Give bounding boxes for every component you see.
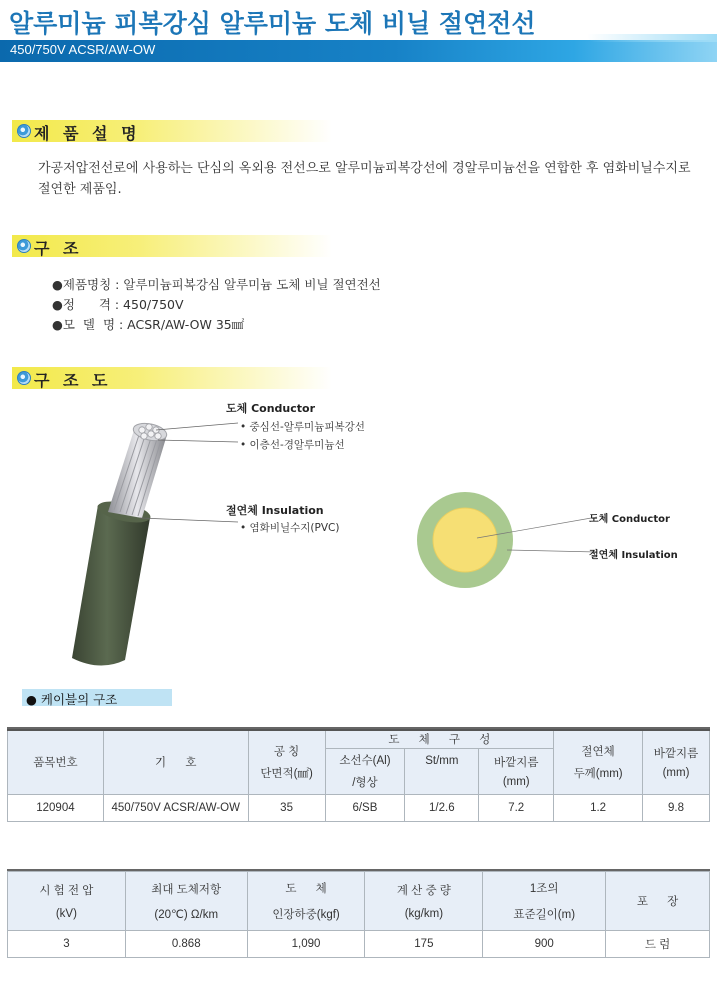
circle-bullet-icon bbox=[17, 371, 31, 385]
leader-line bbox=[156, 423, 238, 430]
header-line: 시 험 전 압 bbox=[39, 885, 94, 897]
cable-structure-label: ● 케이블의 구조 bbox=[26, 692, 118, 707]
cell-insulation: 1.2 bbox=[554, 794, 643, 821]
cell-test-voltage: 3 bbox=[8, 931, 126, 958]
conductor-strands bbox=[108, 430, 166, 518]
cell-item-no: 120904 bbox=[8, 794, 104, 821]
leader-line bbox=[140, 518, 238, 522]
header-line: 표준길이(m) bbox=[513, 909, 576, 921]
header-line: 공 칭 bbox=[273, 746, 300, 759]
header-item-no: 품목번호 bbox=[8, 730, 104, 794]
conductor-core bbox=[433, 508, 497, 572]
circle-bullet-icon bbox=[17, 124, 31, 138]
header-line: 바깥지름 bbox=[494, 757, 539, 769]
conductor-item: • 이층선-경알루미늄선 bbox=[240, 439, 345, 451]
header-line: 최대 도체저항 bbox=[151, 884, 222, 896]
header-line: (20℃) Ω/km bbox=[154, 909, 219, 921]
header-conductor: 도 체 구 성 bbox=[325, 730, 554, 748]
insulation-title: 절연체 Insulation bbox=[226, 504, 324, 517]
header-line: 계 산 중 량 bbox=[396, 885, 451, 897]
table-row bbox=[8, 931, 710, 958]
cell-standard-length: 900 bbox=[483, 931, 606, 958]
cross-conductor-label: 도체 Conductor bbox=[589, 514, 670, 525]
cell-nominal-area: 35 bbox=[248, 794, 325, 821]
spec-product-name: ●제품명칭 : 알루미늄피복강심 알루미늄 도체 비닐 절연전선 bbox=[52, 277, 381, 292]
cell-outer-diameter: 9.8 bbox=[643, 794, 710, 821]
header-packing: 포 장 bbox=[606, 872, 710, 931]
cell-max-resistance: 0.868 bbox=[125, 931, 247, 958]
conductor-title: 도체 Conductor bbox=[226, 402, 316, 415]
cell-weight: 175 bbox=[365, 931, 483, 958]
cell-wires: 6/SB bbox=[325, 794, 405, 821]
table-row bbox=[8, 794, 710, 821]
section-heading-label: 구 조 bbox=[34, 239, 83, 258]
header-line: 절연체 bbox=[581, 746, 615, 759]
conductor-item: • 중심선-알루미늄피복강선 bbox=[240, 421, 365, 433]
cable-spec-table bbox=[7, 729, 710, 822]
spec-model-name: ●모 델 명 : ACSR/AW-OW 35㎟ bbox=[52, 317, 245, 332]
header-wires bbox=[325, 748, 405, 794]
header-line: 소선수(Al) bbox=[339, 755, 391, 767]
table-header-row bbox=[8, 872, 710, 931]
spec-rating: ●정 격 : 450/750V bbox=[52, 297, 184, 312]
header-line: (mm) bbox=[662, 767, 690, 780]
header-line: 두께(mm) bbox=[573, 768, 623, 781]
cable-illustration bbox=[60, 410, 240, 675]
header-line: 1조의 bbox=[529, 883, 559, 895]
cell-st: 1/2.6 bbox=[405, 794, 479, 821]
section-heading-label: 구 조 도 bbox=[34, 371, 112, 390]
circle-bullet-icon bbox=[17, 239, 31, 253]
cell-symbol: 450/750V ACSR/AW-OW bbox=[103, 794, 248, 821]
header-insulation bbox=[554, 730, 643, 794]
electrical-spec-table bbox=[7, 871, 710, 958]
leader-line bbox=[158, 440, 238, 442]
header-tensile-load bbox=[247, 872, 365, 931]
header-line: 바깥지름 bbox=[653, 748, 699, 761]
section-heading-diagram bbox=[12, 367, 332, 389]
header-nominal-area bbox=[248, 730, 325, 794]
page-subtitle: 450/750V ACSR/AW-OW bbox=[10, 42, 156, 57]
header-test-voltage bbox=[8, 872, 126, 931]
cross-insulation-label: 절연체 Insulation bbox=[589, 550, 678, 561]
header-line: 도 체 bbox=[285, 883, 327, 895]
header-outer-diameter bbox=[643, 730, 710, 794]
header-line: /형상 bbox=[352, 777, 378, 789]
header-line: (mm) bbox=[502, 776, 530, 788]
table-header-row bbox=[8, 730, 710, 748]
section-heading-structure bbox=[12, 235, 332, 257]
cable-structure-heading bbox=[22, 689, 172, 706]
header-max-resistance bbox=[125, 872, 247, 931]
header-line: 인장하중(kgf) bbox=[272, 909, 340, 921]
leader-line bbox=[507, 550, 597, 552]
header-standard-length bbox=[483, 872, 606, 931]
header-line: (kV) bbox=[55, 908, 77, 920]
page-title: 알루미늄 피복강심 알루미늄 도체 비닐 절연전선 bbox=[9, 9, 536, 38]
cell-conductor-od: 7.2 bbox=[479, 794, 554, 821]
insulation-item: • 염화비닐수지(PVC) bbox=[240, 522, 340, 534]
product-description: 가공저압전선로에 사용하는 단심의 옥외용 전선으로 알루미늄피복강선에 경알루미늄선을 연합한 후 염화비닐수지로 절연한 제품임. bbox=[38, 161, 691, 197]
cell-tensile-load: 1,090 bbox=[247, 931, 365, 958]
section-heading-description bbox=[12, 120, 332, 142]
insulation-body bbox=[72, 505, 150, 666]
cell-packing: 드 럼 bbox=[606, 931, 710, 958]
header-conductor-od bbox=[479, 748, 554, 794]
header-st: St/mm bbox=[405, 748, 479, 794]
section-heading-label: 제 품 설 명 bbox=[34, 124, 141, 143]
header-line: (kg/km) bbox=[404, 908, 444, 920]
header-symbol: 기 호 bbox=[103, 730, 248, 794]
header-weight bbox=[365, 872, 483, 931]
cross-section-diagram bbox=[415, 490, 605, 590]
header-line: 단면적(㎟) bbox=[260, 768, 313, 781]
